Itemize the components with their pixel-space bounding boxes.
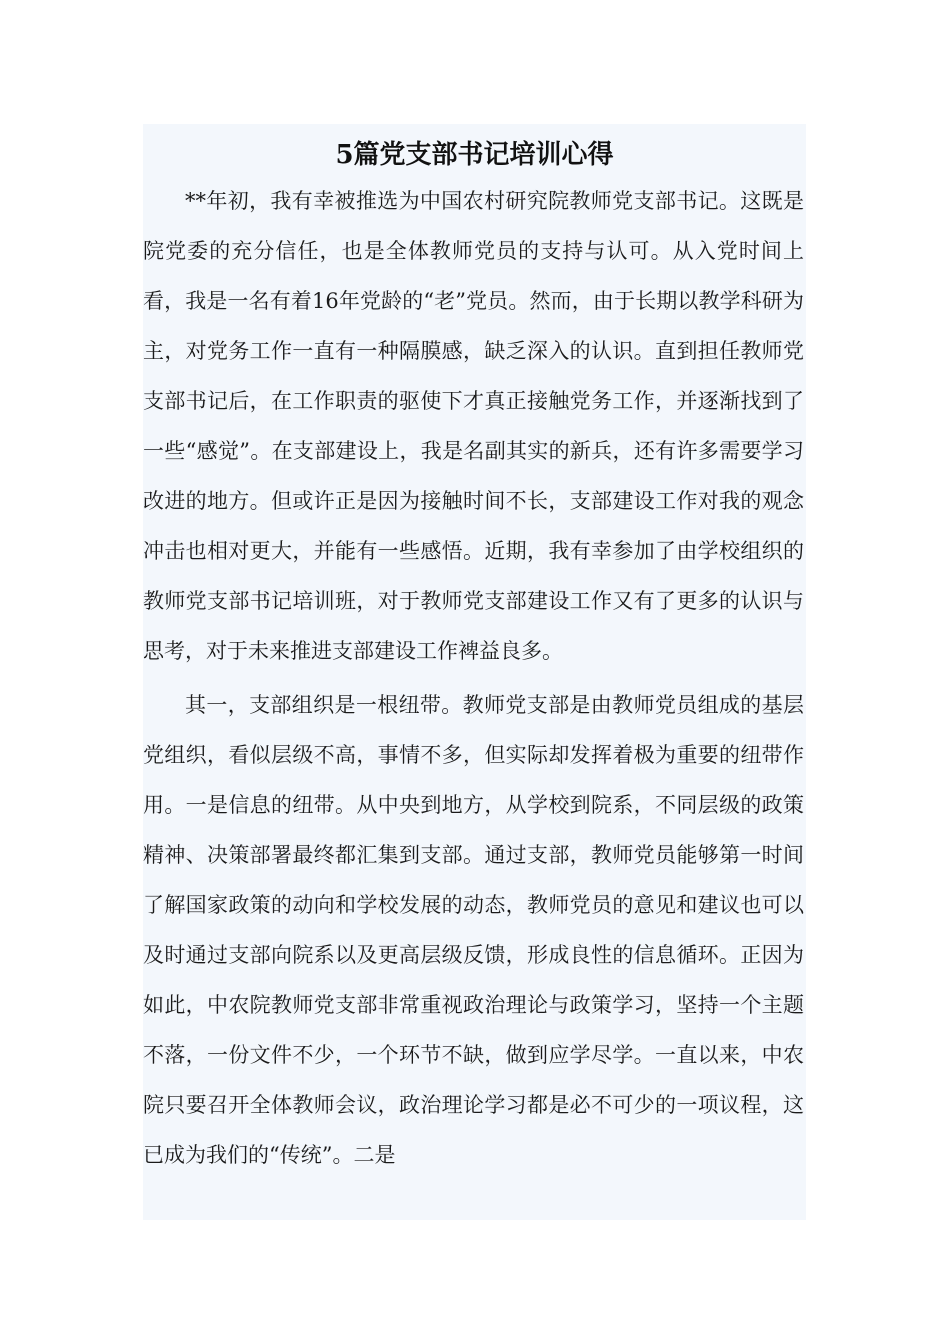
paragraph-point-one: 其一，支部组织是一根纽带。教师党支部是由教师党员组成的基层党组织，看似层级不高，事情不多，但实际却发挥着极为重要的纽带作用。一是信息的纽带。从中央到地方，从学校到院系，不同层级的政策精神、决策部署最终都汇集到支部。通过支部，教师党员能够第一时间了解国家政策的动向和学校发展的动态，教师党员的意见和建议也可以及时通过支部向院系以及更高层级反馈，形成良性的信息循环。正因为如此，中农院教师党支部非常重视政治理论与政策学习，坚持一个主题不落，一份文件不少，一个环节不缺，做到应学尽学。一直以来，中农院只要召开全体教师会议，政治理论学习都是必不可少的一项议程，这已成为我们的“传统”。二是	[143, 693, 804, 1167]
document-body	[143, 124, 806, 1220]
document-title: 5篇党支部书记培训心得	[335, 140, 614, 170]
paragraph-intro: **年初，我有幸被推选为中国农村研究院教师党支部书记。这既是院党委的充分信任，也是全体教师党员的支持与认可。从入党时间上看，我是一名有着16年党龄的“老”党员。然而，由于长期以教学科研为主，对党务工作一直有一种隔膜感，缺乏深入的认识。直到担任教师党支部书记后，在工作职责的驱使下才真正接触党务工作，并逐渐找到了一些“感觉”。在支部建设上，我是名副其实的新兵，还有许多需要学习改进的地方。但或许正是因为接触时间不长，支部建设工作对我的观念冲击也相对更大，并能有一些感悟。近期，我有幸参加了由学校组织的教师党支部书记培训班，对于教师党支部建设工作又有了更多的认识与思考，对于未来推进支部建设工作裨益良多。	[143, 189, 804, 663]
